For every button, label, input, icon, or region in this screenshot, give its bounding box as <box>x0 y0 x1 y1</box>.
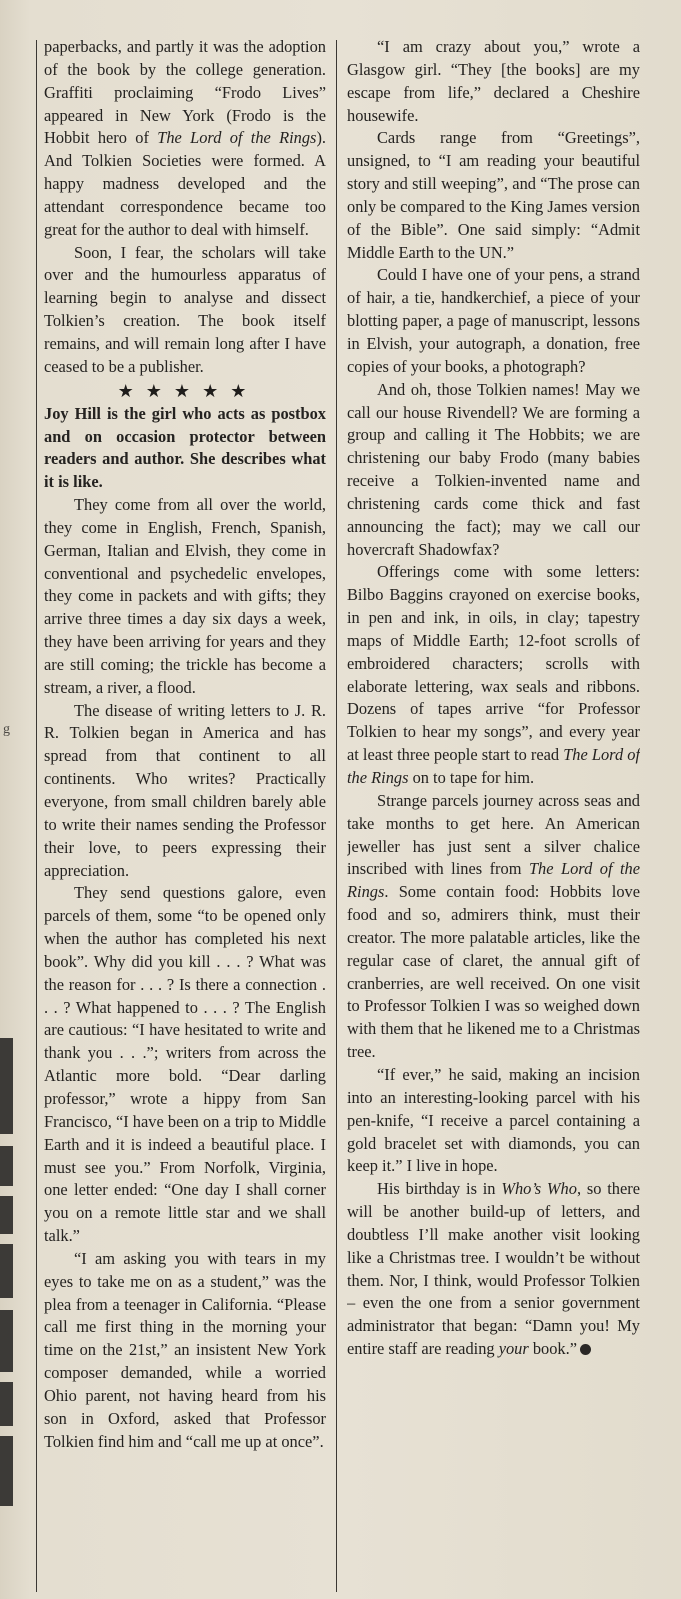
book-title: The Lord of the Rings <box>157 128 317 148</box>
section-divider-stars: ★★★★★ <box>117 380 259 401</box>
margin-bar <box>0 1146 13 1186</box>
center-column-rule <box>336 40 337 1592</box>
paragraph: They send questions galore, even parcels of them, some “to be opened only when the author has completed his next book”. Why did you kill . . . ? What was the reason for . . . ? Is there a connection . . . ? What happened to . . . ? The English are cautious: “I have hesitated to write and thank you . . .”; writers from across the Atlantic more bold. “Dear darling professor,” wrote a hippy from San Francisco, “I have been on a trip to Middle Earth and it is indeed a beautiful place. I must see you.” From Norfolk, Virginia, one letter ended: “One day I shall corner you on a remote little star and we shall talk.” <box>44 883 326 1246</box>
paragraph: “If ever,” he said, making an incision into an interesting-looking parcel with his pen-knife, “I receive a parcel containing a gold bracelet set with diamonds, you can keep it.” I live in hope. <box>347 1064 640 1176</box>
paragraph: His birthday is in Who’s Who, so there will be another build-up of letters, and doubtless I’ll make another visit looking like a Christmas tree. I wouldn’t be without them. Nor, I think, would Professor Tolkien – even the one from a senior government administrator that began: “Damn you! My entire staff are reading your book.” <box>347 1179 640 1359</box>
margin-bar <box>0 1038 13 1134</box>
margin-bar <box>0 1196 13 1234</box>
end-of-article-dot-icon <box>580 1344 591 1355</box>
paragraph: Could I have one of your pens, a strand of hair, a tie, handkerchief, a piece of your blotting paper, a page of manuscript, lessons in Elvish, your autograph, a donation, free copies of your books, a photograph? <box>347 265 640 376</box>
standfirst: Joy Hill is the girl who acts as postbox and on occasion protector between readers and author. She describes what it is like. <box>44 403 326 492</box>
margin-letter: g <box>3 722 10 737</box>
left-column-rule <box>36 40 37 1592</box>
paragraph: “I am crazy about you,” wrote a Glasgow girl. “They [the books] are my escape from life,” declared a Cheshire housewife. <box>347 37 640 125</box>
paragraph: Offerings come with some letters: Bilbo Baggins crayoned on exercise books, in pen and ink, in oils, in clay; tapestry maps of Middle Earth; 12-foot scrolls of embroidered characters; scrolls with elaborate lettering, wax seals and ribbons. Dozens of tapes arrive “for Professor Tolkien to hear my songs”, and every year at least three people start to read The Lord of the Rings on to tape for him. <box>347 562 640 787</box>
left-column <box>44 36 326 1586</box>
margin-bar <box>0 1244 13 1298</box>
paragraph: paperbacks, and partly it was the adoption of the book by the college generation. Graffiti proclaiming “Frodo Lives” appeared in New York (Frodo is the Hobbit hero of The Lord of the Rings). And Tolkien Societies were formed. A happy madness developed and the attendant correspondence became too great for the author to deal with himself. <box>44 37 326 239</box>
book-title: Who’s Who <box>501 1179 577 1199</box>
paragraph: They come from all over the world, they come in English, French, Spanish, German, Italian and Elvish, they come in conventional and psychedelic envelopes, they come in packets and with gifts; they arrive three times a day six days a week, they have been arriving for years and they are still coming; the trickle has become a stream, a river, a flood. <box>44 495 326 697</box>
right-column <box>347 36 640 1586</box>
paragraph: “I am asking you with tears in my eyes to take me on as a student,” was the plea from a teenager in California. “Please call me first thing in the morning your time on the 21st,” an insistent New York composer demanded, while a worried Ohio parent, not having heard from his son in Oxford, asked that Professor Tolkien find him and “call me up at once”. <box>44 1248 326 1451</box>
margin-bar <box>0 1310 13 1372</box>
paragraph: Cards range from “Greetings”, unsigned, to “I am reading your beautiful story and still weeping”, and “The prose can only be compared to the King James version of the Bible”. One said simply: “Admit Middle Earth to the UN.” <box>347 128 640 262</box>
paragraph: And oh, those Tolkien names! May we call our house Rivendell? We are forming a group and calling it The Hobbits; we are christening our baby Frodo (many babies receive a Tolkien-invented name and christening cards come thick and fast announcing the fact); may we call our hovercraft Shadowfax? <box>347 379 640 559</box>
margin-bar <box>0 1382 13 1426</box>
paragraph: Soon, I fear, the scholars will take over and the humourless apparatus of learning begin to analyse and dissect Tolkien’s creation. The book itself remains, and will remain long after I have ceased to be a publisher. <box>44 242 326 376</box>
book-title: The Lord of the Rings <box>347 745 640 787</box>
emphasis: your <box>498 1339 529 1359</box>
margin-bar <box>0 1436 13 1506</box>
paragraph: Strange parcels journey across seas and take months to get here. An American jeweller has just sent a silver chalice inscribed with lines from The Lord of the Rings. Some contain food: Hobbits love food and so, admirers think, must their creator. The more palatable articles, like the regular case of claret, the annual gift of cranberries, are well received. On one visit to Professor Tolkien I was so weighed down with them that he likened me to a Christmas tree. <box>347 790 640 1062</box>
paragraph: The disease of writing letters to J. R. R. Tolkien began in America and has spread from that continent to all continents. Who writes? Practically everyone, from small children barely able to write their names sending the Professor their love, to peers expressing their appreciation. <box>44 700 326 880</box>
book-title: The Lord of the Rings <box>347 859 640 902</box>
